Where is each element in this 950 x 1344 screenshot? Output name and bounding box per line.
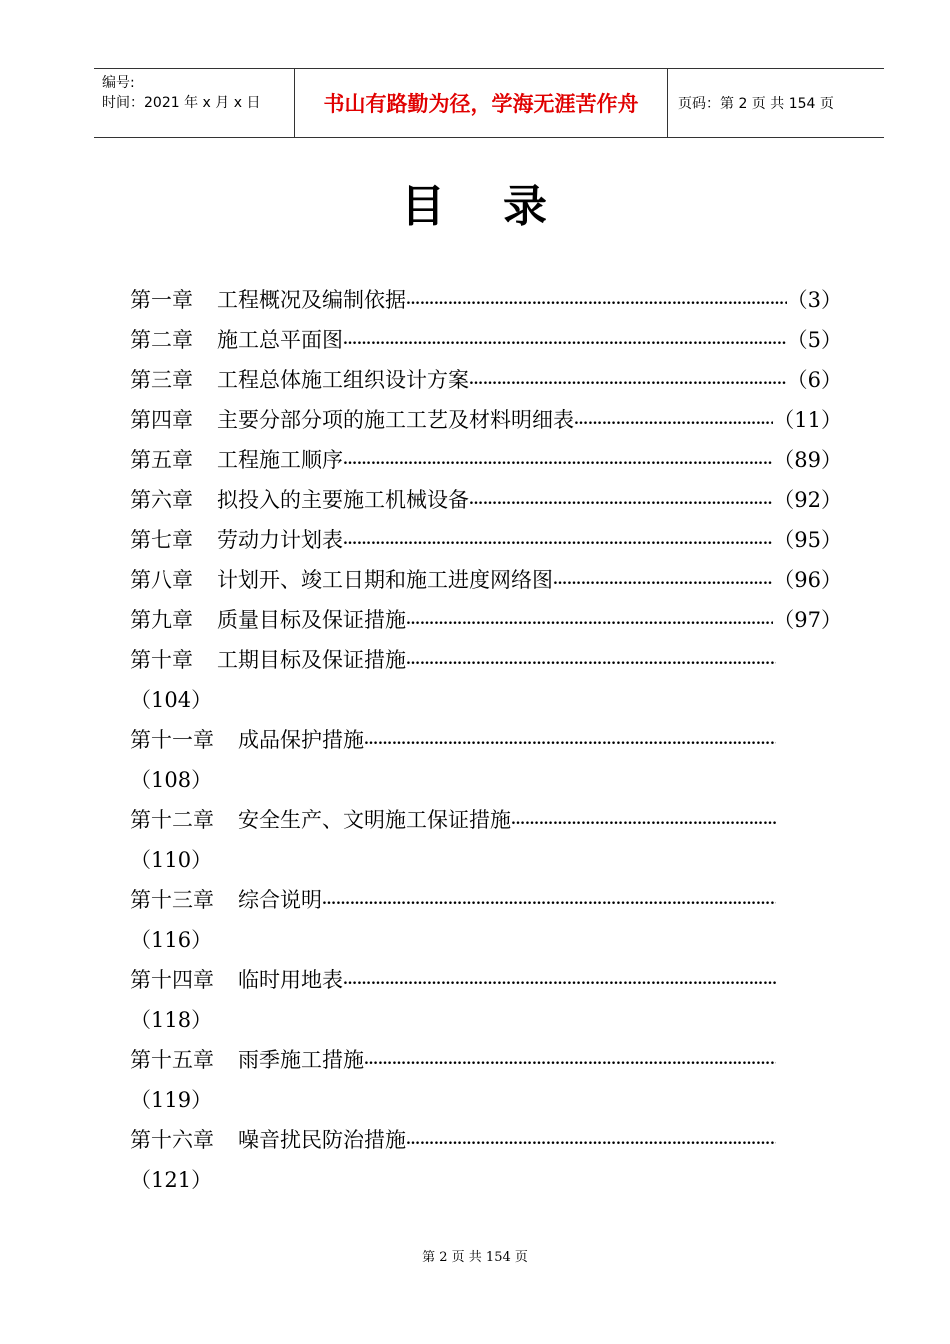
page-header: [94, 68, 884, 138]
toc-entry: [130, 440, 842, 480]
toc-chapter-title: 主要分部分项的施工工艺及材料明细表: [217, 408, 574, 432]
toc-page-number: （5）: [786, 328, 842, 352]
toc-chapter-number: 第四章: [130, 408, 193, 432]
toc-chapter-number: 第十二章: [130, 808, 214, 832]
toc-page-line: [130, 1160, 842, 1200]
toc-leader-dots: [574, 400, 773, 440]
toc-chapter-title: 工期目标及保证措施: [217, 648, 406, 672]
toc-chapter-title: 工程总体施工组织设计方案: [217, 368, 469, 392]
toc-chapter-title: 劳动力计划表: [217, 528, 343, 552]
toc-entry: [130, 480, 842, 520]
toc-chapter-title: 噪音扰民防治措施: [238, 1128, 406, 1152]
toc-page-number: （119）: [130, 1088, 213, 1112]
toc-page-number: （108）: [130, 768, 213, 792]
toc-leader-dots: [553, 560, 773, 600]
toc-chapter-number: 第十三章: [130, 888, 214, 912]
toc-entry: [130, 320, 842, 360]
toc-page-number: （89）: [773, 448, 842, 472]
toc-leader-dots: [406, 600, 773, 640]
toc-chapter-title: 安全生产、文明施工保证措施: [238, 808, 511, 832]
toc-chapter-number: 第六章: [130, 488, 193, 512]
toc-leader-dots: [322, 880, 776, 920]
toc-entry: [130, 360, 842, 400]
toc-entry: [130, 400, 842, 440]
toc-chapter-title: 成品保护措施: [238, 728, 364, 752]
toc-chapter-number: 第十五章: [130, 1048, 214, 1072]
toc-leader-dots: [364, 1040, 776, 1080]
serial-label: 编号:: [102, 75, 135, 91]
page-footer: 第 2 页 共 154 页: [422, 1250, 528, 1265]
toc-leader-dots: [406, 640, 776, 680]
toc-page-number: （104）: [130, 688, 213, 712]
toc-leader-dots: [343, 960, 776, 1000]
toc-chapter-title: 计划开、竣工日期和施工进度网络图: [217, 568, 553, 592]
toc-page-number: （95）: [773, 528, 842, 552]
toc-page-line: [130, 760, 842, 800]
toc-page-number: （97）: [773, 608, 842, 632]
toc-entry: [130, 520, 842, 560]
toc-page-number: （92）: [773, 488, 842, 512]
toc-page-number: （3）: [786, 288, 842, 312]
header-page-info: 页码：第 2 页 共 154 页: [678, 96, 834, 112]
toc-entry: [130, 560, 842, 600]
toc-leader-dots: [511, 800, 776, 840]
toc-leader-dots: [469, 480, 773, 520]
time-label: 时间：2021 年 x 月 x 日: [102, 95, 261, 111]
toc-chapter-title: 临时用地表: [238, 968, 343, 992]
toc-chapter-title: 拟投入的主要施工机械设备: [217, 488, 469, 512]
toc-entry: [130, 280, 842, 320]
toc-leader-dots: [406, 280, 787, 320]
toc-entry: [130, 640, 776, 680]
toc-page-line: [130, 680, 842, 720]
toc-chapter-title: 工程概况及编制依据: [217, 288, 406, 312]
toc-page-number: （116）: [130, 928, 213, 952]
table-of-contents: [130, 280, 842, 1200]
toc-entry: [130, 1040, 776, 1080]
toc-leader-dots: [343, 440, 773, 480]
toc-chapter-title: 质量目标及保证措施: [217, 608, 406, 632]
header-meta: [94, 69, 295, 137]
toc-page-number: （110）: [130, 848, 213, 872]
toc-page-number: （6）: [786, 368, 842, 392]
toc-chapter-number: 第一章: [130, 288, 193, 312]
toc-chapter-number: 第八章: [130, 568, 193, 592]
toc-chapter-number: 第七章: [130, 528, 193, 552]
toc-page-number: （118）: [130, 1008, 213, 1032]
title-char-1: 目: [401, 181, 447, 232]
toc-leader-dots: [406, 1120, 776, 1160]
toc-page-number: （96）: [773, 568, 842, 592]
toc-entry: [130, 960, 776, 1000]
toc-chapter-title: 雨季施工措施: [238, 1048, 364, 1072]
toc-chapter-number: 第九章: [130, 608, 193, 632]
toc-leader-dots: [343, 520, 773, 560]
toc-page-number: （121）: [130, 1168, 213, 1192]
header-motto: 书山有路勤为径，学海无涯苦作舟: [295, 69, 668, 137]
toc-chapter-title: 施工总平面图: [217, 328, 343, 352]
toc-leader-dots: [343, 320, 787, 360]
toc-entry: [130, 800, 776, 840]
toc-entry: [130, 880, 776, 920]
toc-page-line: [130, 840, 842, 880]
toc-leader-dots: [469, 360, 787, 400]
toc-chapter-number: 第十一章: [130, 728, 214, 752]
toc-chapter-number: 第五章: [130, 448, 193, 472]
toc-page-line: [130, 1080, 842, 1120]
toc-chapter-number: 第三章: [130, 368, 193, 392]
toc-chapter-number: 第十六章: [130, 1128, 214, 1152]
toc-chapter-number: 第十四章: [130, 968, 214, 992]
toc-chapter-title: 工程施工顺序: [217, 448, 343, 472]
toc-page-line: [130, 920, 842, 960]
toc-chapter-title: 综合说明: [238, 888, 322, 912]
toc-entry: [130, 1120, 776, 1160]
toc-leader-dots: [364, 720, 776, 760]
page-title: [0, 170, 950, 234]
toc-chapter-number: 第十章: [130, 648, 193, 672]
toc-entry: [130, 600, 842, 640]
toc-chapter-number: 第二章: [130, 328, 193, 352]
toc-page-number: （11）: [773, 408, 842, 432]
title-char-2: 录: [503, 181, 549, 232]
toc-page-line: [130, 1000, 842, 1040]
toc-entry: [130, 720, 776, 760]
